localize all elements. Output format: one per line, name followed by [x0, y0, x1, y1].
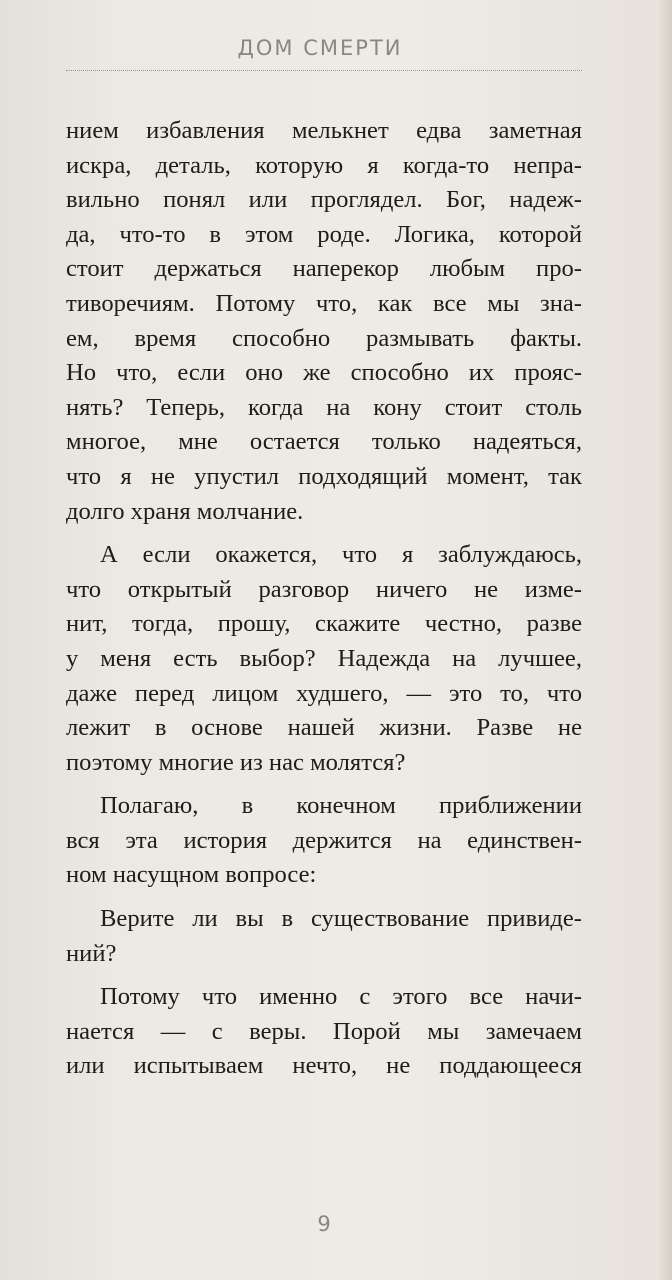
running-head: ДОМ СМЕРТИ — [237, 36, 403, 60]
paragraph — [66, 980, 582, 1084]
text-line: А если окажется, что я заблуждаюсь, — [100, 541, 582, 569]
text-line: нять? Теперь, когда на кону стоит столь — [66, 393, 582, 421]
paragraph — [66, 538, 582, 780]
text-line: Верите ли вы в существование привиде- — [100, 905, 582, 933]
text-line: вся эта история держится на единствен- — [66, 826, 582, 854]
text-line: поэтому многие из нас молятся? — [66, 748, 406, 776]
text-line: ний? — [66, 939, 117, 967]
text-line: нается — с веры. Порой мы замечаем — [66, 1017, 582, 1045]
body-text — [66, 114, 582, 1084]
text-line: даже перед лицом худшего, — это то, что — [66, 679, 582, 707]
text-line: ном насущном вопросе: — [66, 861, 317, 889]
paragraph — [66, 114, 582, 529]
text-line: нием избавления мелькнет едва заметная — [66, 117, 582, 144]
text-line: вильно понял или проглядел. Бог, надеж- — [66, 186, 582, 214]
text-line: да, что-то в этом роде. Логика, которой — [66, 220, 582, 248]
paragraph — [66, 902, 582, 971]
text-line: тиворечиям. Потому что, как все мы зна- — [66, 289, 582, 317]
text-line: искра, деталь, которую я когда-то непра- — [66, 151, 582, 179]
text-line: что я не упустил подходящий момент, так — [66, 462, 582, 490]
running-head-rule — [66, 70, 582, 71]
text-line: или испытываем нечто, не поддающееся — [66, 1052, 582, 1080]
text-line: нит, тогда, прошу, скажите честно, разве — [66, 610, 582, 638]
text-line: ем, время способно размывать факты. — [66, 324, 582, 352]
text-line: Потому что именно с этого все начи- — [100, 983, 582, 1011]
text-line: что открытый разговор ничего не изме- — [66, 575, 582, 603]
text-line: Полагаю, в конечном приближении — [100, 792, 582, 820]
text-line: стоит держаться наперекор любым про- — [66, 255, 582, 283]
text-line: Но что, если оно же способно их прояс- — [66, 359, 582, 387]
text-line: лежит в основе нашей жизни. Разве не — [66, 714, 582, 742]
text-line: у меня есть выбор? Надежда на лучшее, — [66, 644, 582, 672]
page-edge-shadow — [658, 0, 672, 1280]
paragraph — [66, 789, 582, 893]
text-line: многое, мне остается только надеяться, — [66, 428, 582, 456]
page-number: 9 — [317, 1212, 331, 1236]
text-line: долго храня молчание. — [66, 497, 304, 525]
